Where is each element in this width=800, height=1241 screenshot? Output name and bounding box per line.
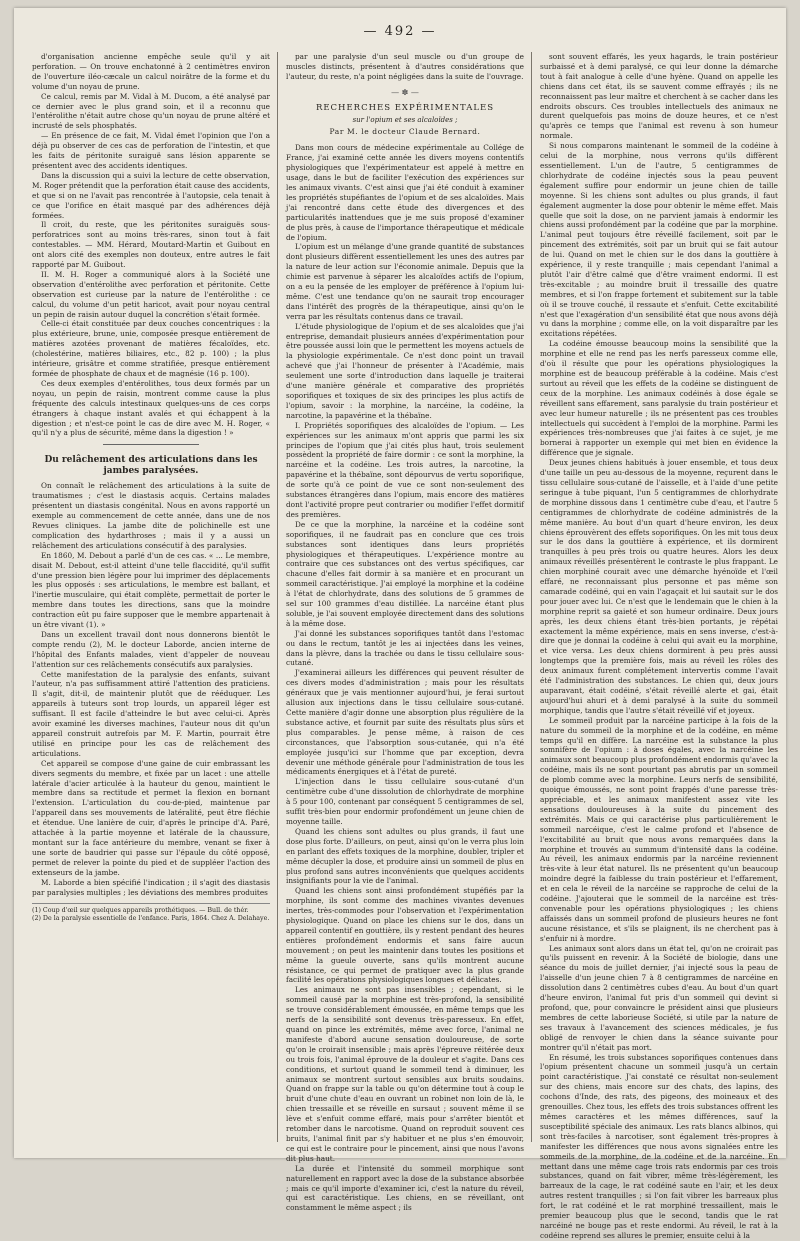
page-number: — 492 — — [363, 24, 437, 39]
paragraph: II. M. H. Roger a communiqué alors à la Société une observation d'entérolithe avec perforation et péritonite. Cette observation est curieuse par la nature de l'entérolithe : ce calcul, du volume d'un petit haricot, avait pour noyau central un pepin de raisin autour duquel la concrétion s'était formée. — [32, 269, 270, 319]
paragraph: Cette manifestation de la paralysie des enfants, suivant l'auteur, n'a pas suffisamment attiré l'attention des praticiens. Il s'agit, dit-il, de maintenir plutôt que de rééduquer. Les appareils à tuteurs sont trop lourds, un appareil léger est suffisant. Il est facile d'atteindre le but avec celui-ci. Après avoir examiné les diverses machines, l'auteur nous dit qu'un appareil construit autrefois par M. F. Martin, pourrait être utilisé en principe pour les cas de relâchement des articulations. — [32, 669, 270, 758]
paragraph: — En présence de ce fait, M. Vidal émet l'opinion que l'on a déjà pu observer de ces cas de perforation de l'intestin, et que les faits de péritonite suraiguë sans lésion apparente se présentent avec des accidents identiques. — [32, 131, 270, 170]
journal-page — [14, 8, 786, 1240]
section-divider — [103, 444, 198, 445]
paragraph: Quand les chiens sont ainsi profondément stupéfiés par la morphine, ils sont comme des machines vivantes devenues inertes, très-commodes pour l'observation et l'expérimentation physiologique. Quand on place les chiens sur le dos, dans un appareil contentif en gouttière, ils y restent pendant des heures entières profondément endormis et sans faire aucun mouvement ; on peut les maintenir dans toutes les positions et même la gueule ouverte, sans qu'ils montrent aucune résistance, ce qui permet de pratiquer avec la plus grande facilité les opérations physiologiques longues et délicates. — [286, 886, 524, 985]
paragraph: J'examinerai ailleurs les différences qui peuvent résulter de ces divers modes d'administration ; mais pour les résultats généraux que je vais mentionner aujourd'hui, je ferai surtout allusion aux injections dans le tissu cellulaire sous-cutané. Cette manière d'agir donne une absorption plus régulière de la substance active, et fournit par suite des résultats plus sûrs et plus comparables. Je pense même, à raison de ces circonstances, que l'absorption sous-cutanée, qui n'a été employée jusqu'ici sur l'homme que par exception, devra devenir une méthode générale pour l'administration de tous les médicaments énergiques et à l'état de pureté. — [286, 668, 524, 777]
paragraph: De ce que la morphine, la narcéine et la codéine sont soporifiques, il ne faudrait pas en conclure que ces trois substances sont identiques dans leurs propriétés physiologiques et thérapeutiques. L'expérience montre au contraire que ces substances ont des vertus spécifiques, car chacune d'elles fait dormir à sa manière et en procurant un sommeil caractéristique. J'ai employé la morphine et la codéine à l'état de chlorhydrate, dans des solutions de 5 grammes de sel sur 100 grammes d'eau distillée. La narcéine étant plus soluble, je l'ai souvent employée directement dans des solutions à la même dose. — [286, 519, 524, 628]
section-title: RECHERCHES EXPÉRIMENTALES — [315, 102, 495, 113]
ornament-divider: — ✽ — — [391, 87, 419, 97]
paragraph: Le sommeil produit par la narcéine participe à la fois de la nature du sommeil de la morphine et de la codéine, en même temps qu'il en diffère. La narcéine est la substance la plus somnifère de l'opium : à doses égales, avec la narcéine les animaux sont beaucoup plus profondément endormis qu'avec la codéine, mais ils ne sont pourtant pas abrutis par un sommeil de plomb comme avec la morphine. Leurs nerfs de sensibilité, quoique émoussés, ne sont point frappés d'une paresse très-appréciable, et les animaux manifestent assez vite les sensations douloureuses à la suite du pincement des extrémités. Mais ce qui caractérise plus particulièrement le sommeil narcéique, c'est le calme profond et l'absence de l'excitabilité au bruit que nous avons remarquées dans la morphine et trouvés au summum d'intensité dans la codéine. Au réveil, les animaux endormis par la narcéine reviennent très-vite à leur état naturel. Ils ne présentent qu'un beaucoup moindre degré la faiblesse du train postérieur et l'effarement, et en cela le réveil de la narcéine se rapproche de celui de la codéine. J'ajouterai que le sommeil de la narcéine est très-convenable pour les opérations physiologiques ; les chiens affaissés dans un sommeil profond de plusieurs heures ne font aucune résistance, et s'ils se plaignent, ils ne cherchent pas à s'enfuir ni à mordre. — [540, 715, 778, 943]
section-author: Par M. le docteur Claude Bernard. — [329, 127, 481, 137]
footnote: (2) De la paralysie essentielle de l'enfance. Paris, 1864. Chez A. Delahaye. — [32, 915, 270, 923]
paragraph: d'organisation ancienne empêche seule qu'il y ait perforation. — On trouve enchatonné à 2 centimètres environ de l'ouverture iléo-cæcale un calcul noirâtre de la forme et du volume d'un noyau de prune. — [32, 52, 270, 91]
paragraph: Les animaux sont alors dans un état tel, qu'on ne croirait pas qu'ils puissent en revenir. À la Société de biologie, dans une séance du mois de juillet dernier, j'ai injecté sous la peau de l'aisselle d'un jeune chien 7 à 8 centigrammes de narcéine en dissolution dans 2 centimètres cubes d'eau. Au bout d'un quart d'heure environ, l'animal fut pris d'un sommeil qui devint si profond, que, pour convaincre le président ainsi que plusieurs membres de cette laborieuse Société, si utile par la nature de ses travaux à l'avancement des sciences médicales, je fus obligé de renvoyer le chien dans la séance suivante pour montrer qu'il n'était pas mort. — [540, 943, 778, 1052]
paragraph: Quand les chiens sont adultes ou plus grands, il faut une dose plus forte. D'ailleurs, on peut, ainsi qu'on le verra plus loin en parlant des effets toxiques de la morphine, doubler, tripler et même décupler la dose, et produire ainsi un sommeil de plus en plus profond sans autres inconvénients que quelques accidents insignifiants pour la vie de l'animal. — [286, 826, 524, 886]
paragraph: Dans un excellent travail dont nous donnerons bientôt le compte rendu (2), M. le docteur Laborde, ancien interne de l'hôpital des Enfants malades, vient d'appeler de nouveau l'attention sur ces relâchements consécutifs aux paralysies. — [32, 629, 270, 669]
paragraph: J'ai donné les substances soporifiques tantôt dans l'estomac ou dans le rectum, tantôt je les ai injectées dans les veines, dans la plèvre, dans la trachée ou dans le tissu cellulaire sous-cutané. — [286, 628, 524, 668]
footnotes — [32, 903, 270, 923]
column-left — [32, 52, 270, 1142]
column-divider — [277, 52, 278, 1142]
paragraph: La codéine émousse beaucoup moins la sensibilité que la morphine et elle ne rend pas les nerfs paresseux comme elle, d'où il résulte que pour les opérations physiologiques la morphine est de beaucoup préférable à la codéine. Mais c'est surtout au réveil que les effets de la codéine se distinguent de ceux de la morphine. Les animaux codéinés à dose égale se réveillent sans effarement, sans paralysie du train postérieur et avec leur humeur naturelle ; ils ne présentent pas ces troubles intellectuels qui succèdent à l'emploi de la morphine. Parmi les expériences très-nombreuses que j'ai faites à ce sujet, je me bornerai à rapporter un exemple qui met bien en évidence la différence que je signale. — [540, 339, 778, 458]
paragraph: M. Laborde a bien spécifié l'indication ; il s'agit des diastasis par paralysies multiples ; les déviations des membres produites — [32, 877, 270, 897]
paragraph: I. Propriétés soporifiques des alcaloïdes de l'opium. — Les expériences sur les animaux m'ont appris que parmi les six principes de l'opium que j'ai cités plus haut, trois seulement possèdent la propriété de faire dormir : ce sont la morphine, la narcéine et la codéine. Les trois autres, la narcotine, la papavérine et la thébaïne, sont dépourvus de vertu soporifique, de sorte qu'à ce point de vue ce sont non-seulement des substances étrangères dans l'opium, mais encore des matières dont l'activité propre peut contrarier ou modifier l'effet dormitif des premières. — [286, 420, 524, 519]
paragraph: sont souvent effarés, les yeux hagards, le train postérieur surbaissé et à demi paralysé, ce qui leur donne la démarche tout à fait analogue à celle d'une hyène. Quand on appelle les chiens dans cet état, ils se sauvent comme effrayés ; ils ne reconnaissent pas leur maître et cherchent à se cacher dans les endroits obscurs. Ces troubles intellectuels des animaux ne durent quelquefois pas moins de douze heures, et ce n'est qu'après ce temps que l'animal est revenu à son humeur normale. — [540, 52, 778, 141]
paragraph: Deux jeunes chiens habitués à jouer ensemble, et tous deux d'une taille un peu au-dessous de la moyenne, reçurent dans le tissu cellulaire sous-cutané de l'aisselle, et à l'aide d'une petite seringue à tube piquant, l'un 5 centigrammes de chlorhydrate de morphine dissous dans 1 centimètre cube d'eau, et l'autre 5 centigrammes de chlorhydrate de codéine administrés de la même manière. Au bout d'un quart d'heure environ, les deux chiens éprouvèrent des effets soporifiques. On les mit tous deux sur le dos dans la gouttière à expérience, et ils dormirent tranquilles à peu près trois ou quatre heures. Alors les deux animaux réveillés présentèrent le contraste le plus frappant. Le chien morphiné courait avec une démarche hyénoïde et l'œil effaré, ne reconnaissant plus personne et pas même son camarade codéiné, qui en vain l'agaçait et lui sautait sur le dos pour jouer avec lui. Ce n'est que le lendemain que le chien à la morphine reprit sa gaieté et son humeur ordinaire. Deux jours après, les deux chiens étant très-bien portants, je répétai exactement la même expérience, mais en sens inverse, c'est-à-dire que je donnai la codéine à celui qui avait eu la morphine, et vice versa. Les deux chiens dormirent à peu près aussi longtemps que la première fois, mais au réveil les rôles des deux animaux furent complétement intervertis comme l'avait été l'administration des substances. Le chien qui, deux jours auparavant, était codéiné, s'était réveillé alerte et gai, était aujourd'hui ahuri et à demi paralysé à la suite du sommeil morphique, tandis que l'autre s'était réveillé vif et joyeux. — [540, 458, 778, 715]
column-right — [540, 52, 778, 1240]
paragraph: Les animaux ne sont pas insensibles ; cependant, si le sommeil causé par la morphine est très-profond, la sensibilité se trouve considérablement émoussée, en même temps que les nerfs de la sensibilité sont devenus très-paresseux. En effet, quand on pince les extrémités, même avec force, l'animal ne manifeste d'abord aucune sensation douloureuse, de sorte qu'on le croirait insensible ; mais après l'épreuve réitérée deux ou trois fois, l'animal éprouve de la douleur et s'agite. Dans ces conditions, et surtout quand le sommeil tend à diminuer, les animaux se montrent surtout sensibles aux bruits soudains. Quand on frappe sur la table ou qu'on détermine tout à coup le bruit d'une chute d'eau en ouvrant un robinet non loin de là, le chien tressaille et se réveille en sursaut ; souvent même il se lève et s'enfuit comme effaré, mais pour s'arrêter bientôt et retomber dans le narcotisme. Quand on reproduit souvent ces bruits, l'animal finit par s'y habituer et ne plus s'en émouvoir, ce qui est le contraire pour le pincement, ainsi que nous l'avons dit plus haut. — [286, 985, 524, 1163]
paragraph: En 1860, M. Debout a parlé d'un de ces cas. « ... Le membre, disait M. Debout, est-il atteint d'une telle flaccidité, qu'il suffit d'une pression bien légère pour lui imprimer des déplacements les plus opposés : ses articulations, le membre est ballant, et l'inertie musculaire, qui était complète, permettait de porter le membre dans toutes les directions, sans que la moindre contraction eût pu faire supposer que le membre appartenait à un être vivant (1). » — [32, 550, 270, 630]
paragraph: par une paralysie d'un seul muscle ou d'un groupe de muscles distincts, présentent à d'autres considérations que l'auteur, du reste, n'a point négligées dans la suite de l'ouvrage. — [286, 52, 524, 81]
paragraph: Celle-ci était constituée par deux couches concentriques : la plus extérieure, brune, unie, composée presque entièrement de matières azotées provenant de matières fécaloïdes, etc. (cholestérine, matières biliaires, etc., 82 p. 100) ; la plus intérieure, grisâtre et comme stratifiée, presque entièrement formée de phosphate de chaux et de magnésie (16 p. 100). — [32, 319, 270, 378]
paragraph: L'injection dans le tissu cellulaire sous-cutané d'un centimètre cube d'une dissolution de chlorhydrate de morphine à 5 pour 100, contenant par conséquent 5 centigrammes de sel, suffit très-bien pour endormir profondément un jeune chien de moyenne taille. — [286, 777, 524, 826]
paragraph: La durée et l'intensité du sommeil morphique sont naturellement en rapport avec la dose de la substance absorbée ; mais ce qu'il importe d'examiner ici, c'est la nature du réveil, qui est caractéristique. Les chiens, en se réveillant, ont constamment le même aspect ; ils — [286, 1163, 524, 1213]
paragraph: Cet appareil se compose d'une gaine de cuir embrassant les divers segments du membre, et fixée par un lacet : une attelle latérale d'acier articulée à la hauteur du genou, maintient le membre dans sa rectitude et permet la flexion en bornant l'extension. L'articulation du cou-de-pied, maintenue par l'appareil dans ses mouvements de latéralité, peut être fléchie et étendue. Une lanière de cuir, d'après le principe d'A. Paré, attachée à la partie moyenne et latérale de la chaussure, montant sur la face antérieure du membre, venant se fixer à une sorte de baudrier qui passe sur l'épaule du côté opposé, permet de relever la pointe du pied et de suppléer l'action des extenseurs de la jambe. — [32, 758, 270, 877]
paragraph: Dans la discussion qui a suivi la lecture de cette observation, M. Roger prétendit que la perforation était cause des accidents, et que si on ne l'avait pas rencontrée à l'autopsie, cela tenait à ce que l'orifice en était masqué par des adhérences déjà formées. — [32, 170, 270, 220]
paragraph: L'étude physiologique de l'opium et de ses alcaloïdes que j'ai entreprise, demandait plusieurs années d'expérimentation pour être poussée aussi loin que le permettent les moyens actuels de la physiologie expérimentale. Ce n'est donc point un travail achevé que j'ai l'honneur de présenter à l'Académie, mais seulement une sorte d'introduction dans laquelle je traiterai d'une manière générale et comparative des propriétés soporifiques et toxiques de six des principes les plus actifs de l'opium, savoir : la morphine, la narcéine, la codéine, la narcotine, la papavérine et la thébaïne. — [286, 321, 524, 420]
paragraph: Il croit, du reste, que les péritonites suraiguës sous-perforatrices sont au moins très-rares, sinon tout à fait contestables. — MM. Hérard, Moutard-Martin et Guibout en ont alors cité des exemples non douteux, entre autres le fait rapporté par M. Guibout. — [32, 220, 270, 270]
paragraph: Ces deux exemples d'entérolithes, tous deux formés par un noyau, un pepin de raisin, montrent comme cause la plus fréquente des calculs intestinaux quelques-uns de ces corps étrangers à chaque instant avalés et qui échappent à la digestion ; et n'est-ce point le cas de dire avec M. H. Roger, « qu'il n'y a plus de sécurité, même dans la digestion ! » — [32, 378, 270, 438]
section-subtitle: sur l'opium et ses alcaloïdes ; — [352, 115, 458, 124]
footnote: (1) Coup d'œil sur quelques appareils prothétiques. — Bull. de thér. — [32, 907, 249, 915]
paragraph: Dans mon cours de médecine expérimentale au Collége de France, j'ai examiné cette année les divers moyens contentifs physiologiques que l'expérimentateur est appelé à mettre en usage, dans le but de faciliter l'exécution des expériences sur les animaux vivants. C'est ainsi que j'ai été conduit à examiner les propriétés stupéfiantes de l'opium et de ses alcaloïdes. Mais j'ai rencontré dans cette étude des divergences et des particularités inattendues que je me suis proposé d'examiner de plus près, à cause de l'importance thérapeutique et médicale de l'opium. — [286, 143, 524, 242]
paragraph: En résumé, les trois substances soporifiques contenues dans l'opium présentent chacune un sommeil jusqu'à un certain point caractéristique. J'ai constaté ce résultat non-seulement sur des chiens, mais encore sur des chats, des lapins, des cochons d'Inde, des rats, des pigeons, des moineaux et des grenouilles. Chez tous, les effets des trois substances offrent les mêmes caractères et les mêmes différences, sauf la susceptibilité spéciale des animaux. Les rats blancs albinos, qui sont très-faciles à narcotiser, sont également très-propres à manifester les différences que nous avons signalées entre les sommeils de la morphine, de la codéine et de la narcéine. En mettant dans une même cage trois rats endormis par ces trois substances, quand on fait vibrer, même très-légèrement, les barreaux de la cage, le rat codéiné saute en l'air, et les deux autres restent tranquilles ; si l'on fait vibrer les barreaux plus fort, le rat codéiné et le rat morphiné tressaillent, mais le premier beaucoup plus que le second, tandis que le rat narcéiné ne bouge pas et reste endormi. Au réveil, le rat à la codéine reprend ses allures le premier, ensuite celui à la — [540, 1052, 778, 1240]
paragraph: On connaît le relâchement des articulations à la suite de traumatismes ; c'est le diastasis acquis. Certains malades présentent un diastasis congénital. Nous en avons rapporté un exemple au commencement de cette année, dans une de nos Revues cliniques. La jambe dite de polichinelle est une complication des hydarthroses ; mais il y a aussi un relâchement des articulations consécutif à des paralysies. — [32, 481, 270, 550]
section-title: Du relâchement des articulations dans les jambes paralysées. — [44, 455, 258, 477]
paragraph: Si nous comparons maintenant le sommeil de la codéine à celui de la morphine, nous verrons qu'ils diffèrent essentiellement. L'un de l'autre, 5 centigrammes de chlorhydrate de codéine injectés sous la peau peuvent également suffire pour endormir un jeune chien de taille moyenne. Si les chiens sont adultes ou plus grands, il faut également augmenter la dose pour obtenir le même effet. Mais quelle que soit la dose, on ne parvient jamais à endormir les chiens aussi profondément par la codéine que par la morphine. L'animal peut toujours être réveillé facilement, soit par le pincement des extrémités, soit par un bruit qui se fait autour de lui. Quand on met le chien sur le dos dans la gouttière à expérience, il y reste tranquille ; mais cependant l'animal a plutôt l'air d'être calmé que d'être vraiment endormi. Il est très-excitable ; au moindre bruit il tressaille des quatre membres, et si l'on frappe fortement et subitement sur la table où il se trouve couché, il ressaute et s'enfuit. Cette excitabilité n'est que l'exagération d'un sensibilité état que nous avons déjà vu dans la morphine ; comme elle, on la voit disparaître par les excitations répétées. — [540, 141, 778, 339]
column-divider — [531, 52, 532, 1142]
paragraph: L'opium est un mélange d'une grande quantité de substances dont plusieurs diffèrent essentiellement les unes des autres par la nature de leur action sur l'économie animale. Depuis que la chimie est parvenue à séparer les alcaloïdes actifs de l'opium, on a eu la pensée de les employer de préférence à l'opium lui-même. C'est une tendance qu'on ne saurait trop encourager dans l'intérêt des progrès de la thérapeutique, ainsi qu'on le verra par les résultats contenus dans ce travail. — [286, 242, 524, 321]
column-middle — [286, 52, 524, 1213]
paragraph: Ce calcul, remis par M. Vidal à M. Ducom, a été analysé par ce dernier avec le plus grand soin, et il a reconnu que l'entérolithe n'était autre chose qu'un noyau de prune altéré et incrusté de sels phosphatés. — [32, 91, 270, 131]
